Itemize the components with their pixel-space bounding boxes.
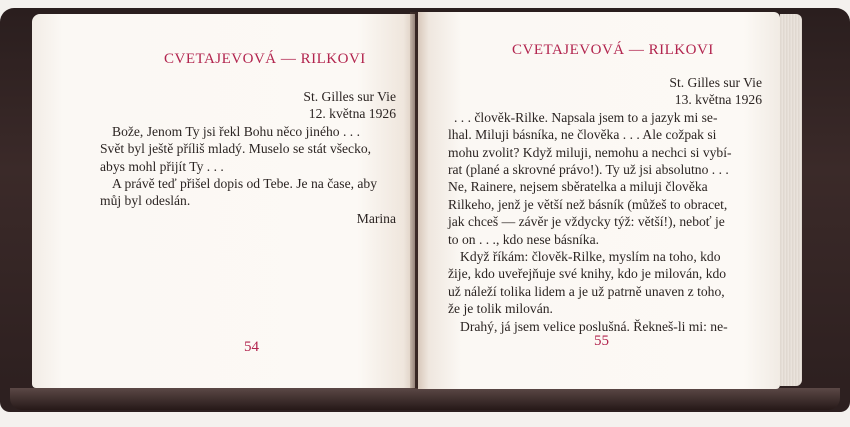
left-running-head: CVETAJEVOVÁ — RILKOVI <box>164 51 366 67</box>
right-line-9: Když říkám: člověk-Rilke, myslím na toho, kdo <box>460 249 721 265</box>
right-text-block <box>448 74 762 335</box>
left-signature: Marina <box>356 210 396 226</box>
right-place: St. Gilles sur Vie <box>669 75 762 90</box>
right-line-4: rat (plané a skrovné právo!). Ty už jsi absolutno . . . <box>448 162 729 178</box>
book-cover-edge <box>10 388 840 410</box>
right-line-10: žije, kdo uveřejňuje své knihy, kdo je milován, kdo <box>448 266 727 282</box>
left-date: 12. května 1926 <box>308 106 396 122</box>
right-running-head: CVETAJEVOVÁ — RILKOVI <box>512 42 714 58</box>
left-text-block <box>100 88 396 227</box>
right-line-6: Rilkeho, jenž je větší než básník (můžeš to obracet, <box>448 196 728 212</box>
right-line-2: lhal. Miluji básníka, ne člověka . . . Ale cožpak si <box>448 127 717 143</box>
right-line-8: to on . . ., kdo nese básníka. <box>448 231 600 247</box>
right-line-12: že je tolik milován. <box>448 301 553 317</box>
left-page <box>32 14 415 388</box>
right-line-13: Drahý, já jsem velice poslušná. Řekneš-li mi: ne- <box>460 318 728 334</box>
right-line-1: . . . člověk-Rilke. Napsala jsem to a jazyk mi se- <box>454 109 718 125</box>
left-place: St. Gilles sur Vie <box>303 89 396 104</box>
left-page-number: 54 <box>244 339 259 355</box>
left-line-2: Svět byl ještě příliš mladý. Muselo se stát všecko, <box>100 141 372 157</box>
right-page-number: 55 <box>594 333 609 349</box>
left-line-3: abys mohl přijít Ty . . . <box>100 158 224 174</box>
right-date: 13. května 1926 <box>674 92 762 108</box>
left-line-5: můj byl odeslán. <box>100 193 191 209</box>
right-line-5: Ne, Rainere, nejsem sběratelka a miluji člověka <box>448 179 708 195</box>
left-line-1: Bože, Jenom Ty jsi řekl Bohu něco jiného . . . <box>112 123 360 139</box>
right-line-7: jak chceš — závěr je vždycky týž: větší!), neboť je <box>448 214 725 230</box>
right-line-11: už náleží tolika lidem a je už patrně unaven z toho, <box>448 283 725 299</box>
right-page <box>418 12 780 389</box>
page-edges <box>780 14 802 386</box>
right-line-3: mohu zvolit? Když miluji, nemohu a nechci si vybí- <box>448 144 732 160</box>
left-line-4: A právě teď přišel dopis od Tebe. Je na čase, aby <box>112 176 378 192</box>
